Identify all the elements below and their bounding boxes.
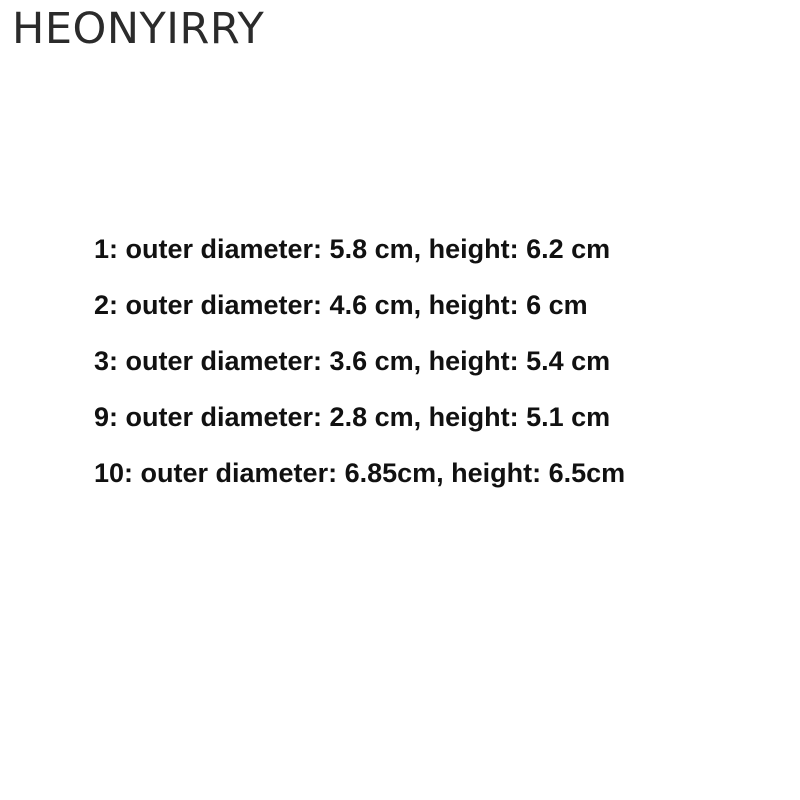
spec-line-10: 10: outer diameter: 6.85cm, height: 6.5cm [94,458,626,488]
spec-line-2: 2: outer diameter: 4.6 cm, height: 6 cm [94,290,588,320]
spec-line-9: 9: outer diameter: 2.8 cm, height: 5.1 cm [94,402,611,432]
spec-line-1: 1: outer diameter: 5.8 cm, height: 6.2 cm [94,234,611,264]
brand-logo-text: HEONYIRRY [12,4,265,54]
spec-line-3: 3: outer diameter: 3.6 cm, height: 5.4 cm [94,346,611,376]
size-spec-list [94,221,625,501]
